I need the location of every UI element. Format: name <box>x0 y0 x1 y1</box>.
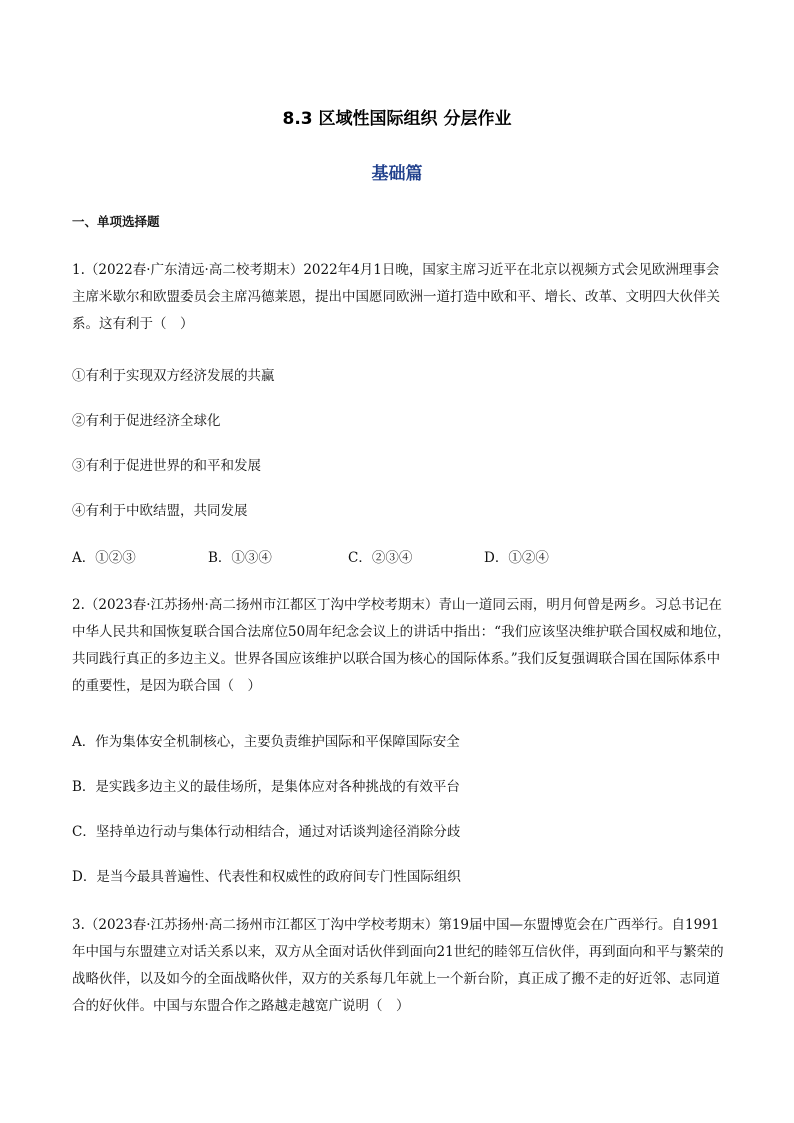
question-1-stem: 1.（2022春·广东清远·高二校考期末）2022年4月1日晚，国家主席习近平在北京以视频方式会见欧洲理事会主席米歇尔和欧盟委员会主席冯德莱恩，提出中国愿同欧洲一道打造中欧和平、增长、改革、文明四大伙伴关系。这有利于（ ） <box>72 262 720 332</box>
question-2-option-c: C．坚持单边行动与集体行动相结合，通过对话谈判途径消除分歧 <box>72 824 461 840</box>
section-heading: 一、单项选择题 <box>72 214 160 229</box>
question-2-option-a: A．作为集体安全机制核心，主要负责维护国际和平保障国际安全 <box>72 734 460 750</box>
question-1-item-2: ②有利于促进经济全球化 <box>72 413 221 429</box>
question-1-item-1: ①有利于实现双方经济发展的共赢 <box>72 368 275 384</box>
page-title: 8.3 区域性国际组织 分层作业 <box>282 109 512 129</box>
question-1-item-4: ④有利于中欧结盟，共同发展 <box>72 503 248 519</box>
section-subtitle: 基础篇 <box>371 164 423 184</box>
question-2-option-b: B．是实践多边主义的最佳场所，是集体应对各种挑战的有效平台 <box>72 779 460 795</box>
choice-b: B．①③④ <box>208 550 272 566</box>
choice-a: A．①②③ <box>72 550 136 566</box>
question-2-option-d: D．是当今最具普遍性、代表性和权威性的政府间专门性国际组织 <box>72 869 461 885</box>
question-1-item-3: ③有利于促进世界的和平和发展 <box>72 458 261 474</box>
question-2-stem: 2.（2023春·江苏扬州·高二扬州市江都区丁沟中学校考期末）青山一道同云雨，明月何曾是两乡。习总书记在中华人民共和国恢复联合国合法席位50周年纪念会议上的讲话中指出：“我们应该坚决维护联合国权威和地位，共同践行真正的多边主义。世界各国应该维护以联合国为核心的国际体系。”我们反复强调联合国在国际体系中的重要性，是因为联合国（ ） <box>72 597 731 694</box>
question-3-stem: 3.（2023春·江苏扬州·高二扬州市江都区丁沟中学校考期末）第19届中国—东盟博览会在广西举行。自1991年中国与东盟建立对话关系以来，双方从全面对话伙伴到面向21世纪的睦邻互信伙伴，再到面向和平与繁荣的战略伙伴，以及如今的全面战略伙伴，双方的关系每几年就上一个新台阶，真正成了搬不走的好近邻、志同道合的好伙伴。中国与东盟合作之路越走越宽广说明（ ） <box>72 917 724 1014</box>
choice-d: D．①②④ <box>484 550 549 566</box>
choice-c: C．②③④ <box>348 550 413 566</box>
